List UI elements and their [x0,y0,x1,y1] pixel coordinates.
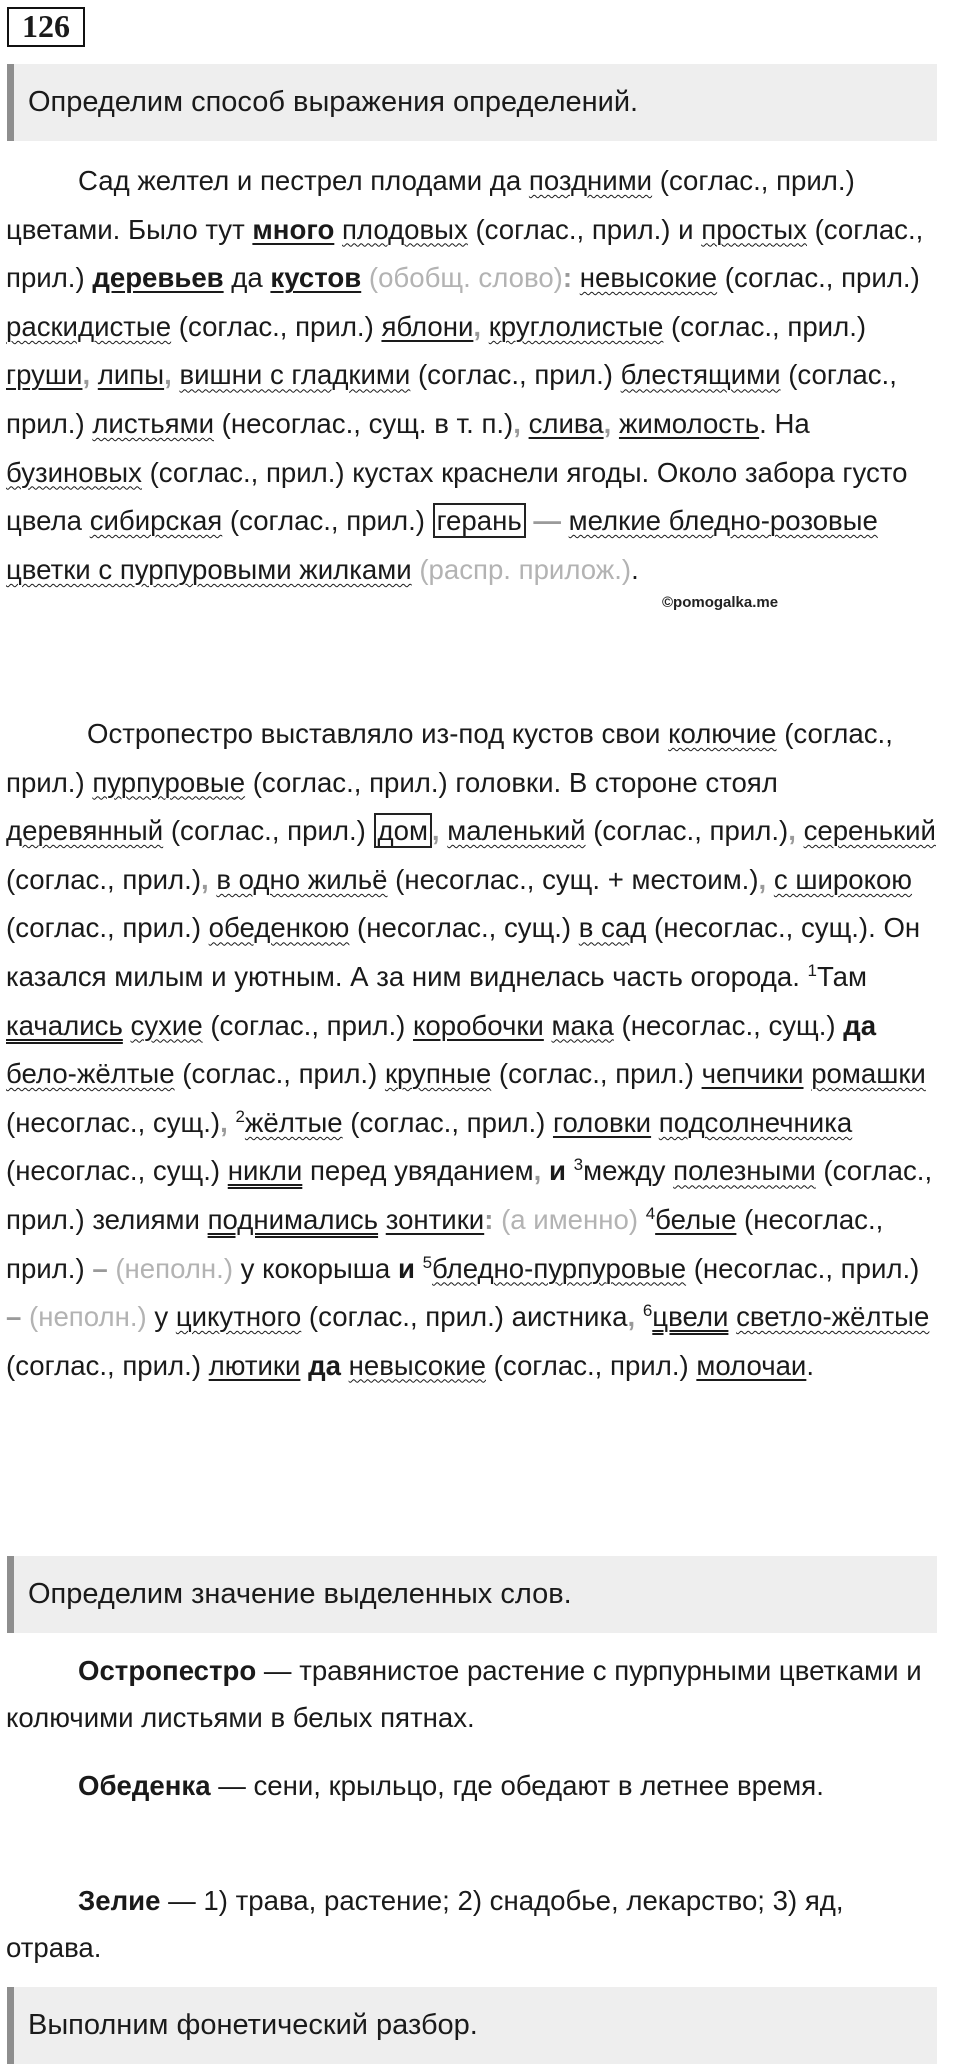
marked-word: поздними [528,165,653,196]
text-fragment: и [548,1155,566,1187]
definition-item [6,1762,941,1809]
punctuation-mark: , [513,407,521,439]
punctuation-mark: , [473,310,482,342]
marked-word: раскидистые [6,310,172,342]
clause-number: 3 [573,1155,584,1175]
text-fragment: (соглас., прил.) [491,1058,702,1090]
text-fragment: (соглас., прил.) аистника [301,1301,628,1333]
punctuation-mark: , [220,1106,228,1138]
marked-word: головки [552,1106,652,1138]
punctuation-mark: : [562,262,573,294]
text-fragment: (соглас., прил.) цветами. Было тут [6,165,855,245]
marked-word: листьями [92,407,214,439]
marked-word: чепчики [701,1058,804,1090]
text-fragment: (соглас., прил.) и [467,213,702,245]
text-fragment: (соглас., прил.) [6,718,893,798]
text-fragment: (соглас., прил.) [6,912,209,944]
text-fragment: (соглас., прил.) [717,262,920,294]
marked-word: полезными [673,1155,816,1187]
text-fragment: (соглас., прил.) зелиями [6,1155,933,1235]
punctuation-mark: , [758,863,767,895]
marked-word: кустов [270,262,362,294]
text-fragment: (соглас., прил.) [6,359,897,439]
definition-text: — травянистое растение с пурпурными цветками и колючими листьями в белых пятнах. [6,1655,922,1733]
marked-word: зонтики [385,1203,485,1235]
definition-term: Обеденка [78,1770,211,1801]
boxed-word-geran: герань [433,503,526,538]
marked-word: коробочки [413,1009,544,1041]
punctuation-mark: , [82,359,91,391]
text-fragment [341,1350,349,1381]
section-heading-text: Определим способ выражения определений. [28,86,639,118]
text-fragment [415,1253,423,1284]
marked-word: обеденкою [208,912,350,944]
marked-word: невысокие [579,262,718,294]
definition-text: — 1) трава, растение; 2) снадобье, лекарство; 3) яд, отрава. [6,1885,844,1963]
text-fragment: (несоглас., прил.) [6,1203,884,1284]
text-fragment: (соглас., прил.) [171,310,382,342]
marked-word: молочаи [696,1349,807,1381]
text-fragment: (соглас., прил.) [486,1349,697,1381]
text-fragment: (несоглас., сущ.). Он казался милым и уютным. А за ним виднелась часть огорода. [6,912,921,992]
text-fragment: (соглас., прил.) [342,1106,553,1138]
grey-annotation: (обобщ. слово) [361,262,563,294]
punctuation-mark: , [627,1301,636,1333]
marked-word: жимолость [618,407,760,439]
punctuation-mark: , [431,815,440,847]
marked-word: крупные [384,1058,492,1090]
marked-word: круглолистые [488,310,664,342]
text-fragment [635,1301,643,1332]
clause-number: 5 [422,1252,433,1272]
marked-word: поднимались [207,1203,379,1235]
text-fragment: у [146,1301,176,1333]
marked-word: слива [528,407,604,439]
text-fragment: (несоглас., сущ. + местоим.) [387,863,759,895]
punctuation-mark: : [484,1203,494,1235]
text-fragment [651,1107,659,1138]
text-fragment: Остропестро выставляло из-под кустов свои [87,718,669,749]
text-fragment: да [308,1349,341,1381]
text-fragment: (несоглас., сущ. в т. п.) [213,407,514,439]
text-fragment: (несоглас., сущ.) [6,1155,228,1187]
punctuation-mark: , [164,359,172,391]
marked-word: качались [6,1009,123,1041]
marked-word: бело-жёлтые [6,1058,175,1090]
grey-annotation: (распр. прилож.) [411,553,632,585]
text-fragment: да [223,262,271,294]
marked-word: яблони [381,310,474,342]
text-fragment [728,1301,736,1332]
text-fragment [123,1010,131,1041]
marked-word: мака [551,1009,614,1041]
marked-word: с широкою [773,863,913,895]
text-fragment: да [843,1009,877,1041]
punctuation-mark: – [6,1301,22,1333]
grey-annotation: (неполн.) [21,1301,147,1333]
text-fragment: (несоглас., сущ.) [6,1106,221,1138]
analysis-paragraph-2 [6,710,941,1390]
text-fragment [544,1010,552,1041]
definition-term: Остропестро [78,1655,257,1686]
marked-word: пурпуровые [92,766,246,798]
text-fragment: (соглас., прил.) [6,213,924,294]
definition-item [6,1647,941,1741]
text-fragment: (соглас., прил.) [174,1058,385,1090]
clause-number: 6 [642,1300,653,1320]
marked-word: белые [655,1203,737,1235]
marked-word: груши [6,359,83,391]
marked-word: плодовых [341,213,468,245]
marked-word: невысокие [348,1349,486,1381]
marked-word: ромашки [811,1058,926,1090]
punctuation-mark: , [788,815,796,847]
text-fragment: (несоглас., сущ.) [613,1009,844,1041]
watermark: ©pomogalka.me [662,594,779,611]
marked-word: маленький [447,815,586,847]
text-fragment [566,1155,574,1186]
marked-word: светло-жёлтые [736,1301,930,1333]
section-heading-text: Определим значение выделенных слов. [28,1578,572,1610]
text-fragment [90,359,98,390]
text-fragment: (соглас., прил.) головки. В стороне стоял [245,766,778,798]
marked-word: лютики [208,1349,301,1381]
boxed-word-dom: дом [374,813,432,848]
marked-word: мелкие бледно-розовые цветки с пурпуровыми жилками [6,505,878,585]
text-fragment: . [806,1349,815,1381]
marked-word: подсолнечника [658,1106,853,1138]
text-fragment [541,1155,549,1186]
text-fragment: и [397,1252,415,1284]
text-fragment: (соглас., прил.) [163,815,374,847]
punctuation-mark: — [525,505,561,537]
text-fragment [300,1350,308,1381]
text-fragment: перед увяданием [302,1155,534,1187]
text-fragment: Сад желтел и пестрел плодами да [78,165,529,196]
text-fragment: у кокорыша [233,1252,398,1284]
marked-word: цвели [652,1301,729,1333]
text-fragment [521,408,529,439]
marked-word: никли [227,1155,303,1187]
marked-word: простых [701,213,807,245]
text-fragment [611,408,619,439]
text-fragment: (несоглас., сущ.) [349,912,579,944]
marked-word: колючие [668,718,777,749]
punctuation-mark: , [533,1155,542,1187]
marked-word: блестящими [620,359,781,391]
analysis-paragraph-1 [6,157,941,594]
section-heading-definitions [7,64,937,141]
section-heading-meanings [7,1556,937,1633]
clause-number: 1 [807,960,817,980]
text-fragment [766,864,774,895]
marked-word: сибирская [89,505,223,537]
definition-item [6,1877,941,1971]
clause-number: 2 [235,1106,245,1126]
marked-word: деревьев [92,262,224,294]
text-fragment: . На [759,407,810,439]
text-fragment: . [631,553,639,585]
marked-word: жёлтые [244,1106,343,1138]
marked-word: липы [97,359,165,391]
text-fragment: (соглас., прил.) [663,310,867,342]
marked-word: сухие [130,1009,203,1041]
text-fragment [572,262,580,293]
text-fragment: (несоглас., прил.) [686,1252,920,1284]
marked-word: деревянный [6,815,164,847]
text-fragment: (соглас., прил.) [6,1349,209,1381]
punctuation-mark: , [603,407,612,439]
section-heading-phonetic [7,1987,937,2064]
marked-word: серенький [803,815,936,847]
text-fragment: (соглас., прил.) [585,815,789,847]
text-fragment: (соглас., прил.) [410,359,621,391]
marked-word: бледно-пурпуровые [432,1252,687,1284]
text-fragment [481,311,489,342]
marked-word: много [252,213,335,245]
definition-term: Зелие [78,1885,161,1916]
definition-text: — сени, крыльцо, где обедают в летнее время. [210,1770,824,1801]
grey-annotation: (а именно) [493,1203,646,1235]
text-fragment [334,214,342,245]
text-fragment: (соглас., прил.) кустах краснели ягоды. Около забора густо цвела [6,456,908,537]
text-fragment: (соглас., прил.) [202,1009,414,1041]
text-fragment [378,1204,386,1235]
marked-word: цикутного [175,1301,302,1333]
text-fragment: Там [817,960,867,992]
grey-annotation: (неполн.) [107,1252,234,1284]
marked-word: бузиновых [6,456,142,488]
punctuation-mark: – [92,1252,108,1284]
task-number: 126 [7,7,85,47]
text-fragment [796,815,804,846]
text-fragment: (соглас., прил.) [222,505,433,537]
text-fragment [561,505,569,536]
section-heading-text: Выполним фонетический разбор. [28,2009,478,2041]
text-fragment: между [583,1155,674,1187]
clause-number: 4 [645,1203,656,1223]
marked-word: в сад [578,912,647,944]
marked-word: вишни с гладкими [179,359,411,391]
text-fragment: (соглас., прил.) [6,863,202,895]
punctuation-mark: , [201,863,209,895]
marked-word: в одно жильё [216,863,388,895]
